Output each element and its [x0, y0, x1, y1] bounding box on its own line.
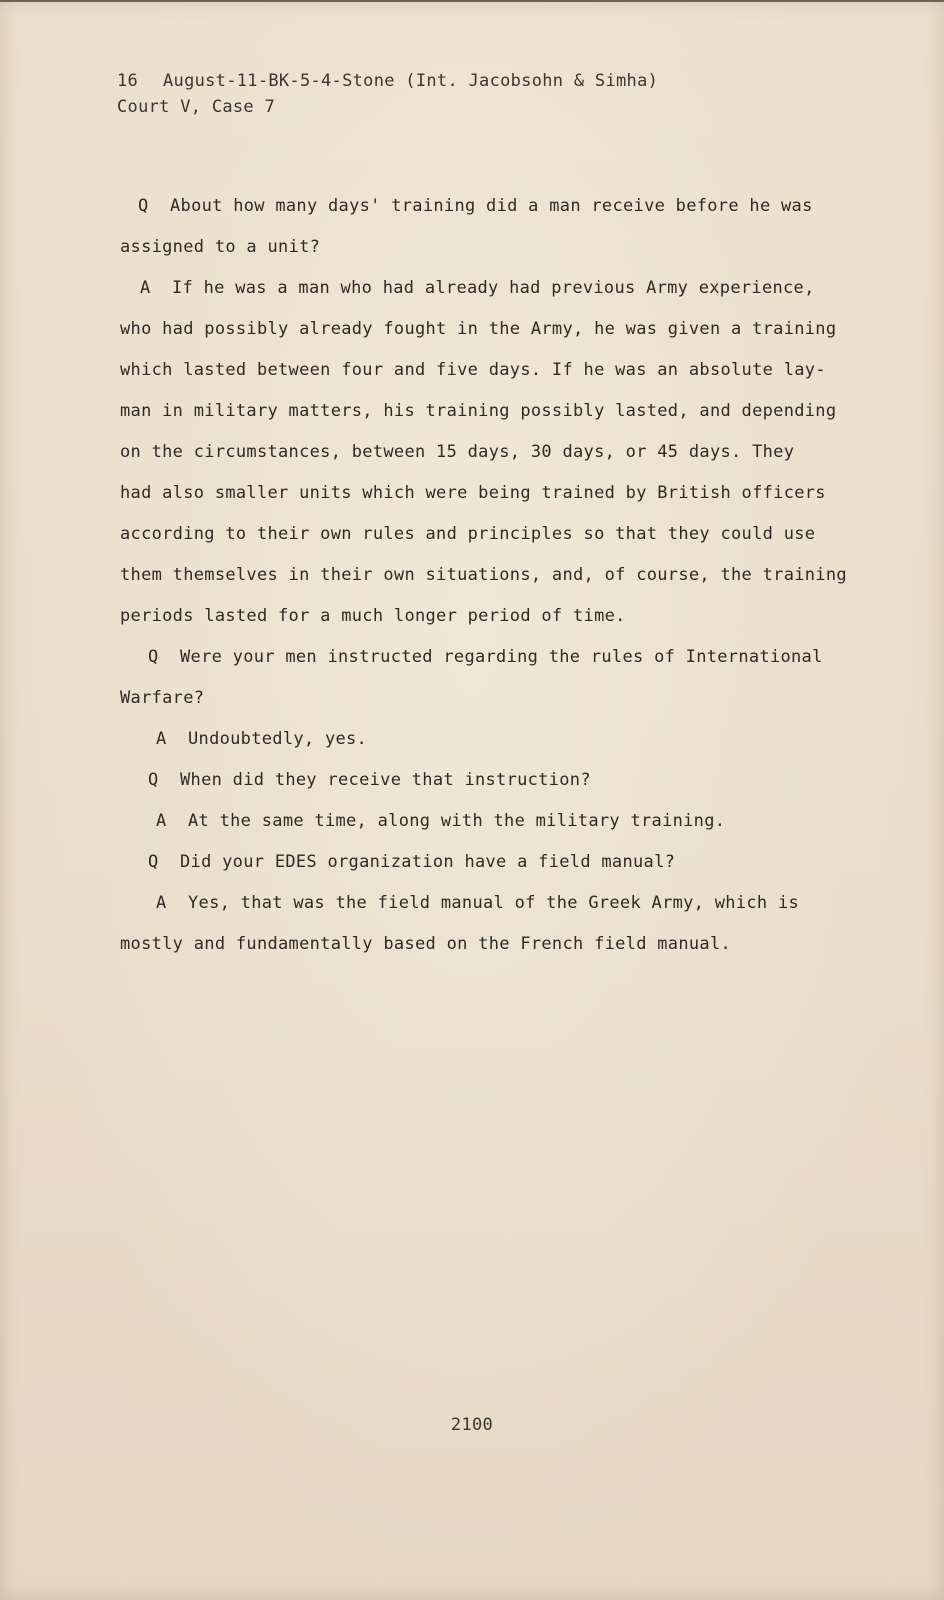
case-reference: August-11-BK-5-4-Stone (Int. Jacobsohn & Simha)	[163, 71, 659, 91]
transcript-line	[120, 514, 840, 555]
line-text: according to their own rules and principles so that they could use	[120, 524, 816, 544]
page-edge	[0, 0, 944, 2]
transcript-line	[120, 555, 847, 596]
transcript-line	[120, 596, 840, 637]
page-header	[117, 68, 658, 120]
line-text: assigned to a unit?	[120, 237, 321, 257]
transcript-line	[120, 227, 840, 268]
line-text: About how many days' training did a man receive before he was	[170, 196, 813, 216]
line-text: periods lasted for a much longer period of time.	[120, 606, 626, 626]
question-marker: Q	[138, 196, 149, 216]
transcript-line	[120, 719, 840, 760]
answer-marker: A	[156, 729, 167, 749]
transcript-line	[120, 268, 840, 309]
transcript-line	[120, 842, 840, 883]
line-text: which lasted between four and five days. If he was an absolute lay-	[120, 360, 826, 380]
line-text: Did your EDES organization have a field manual?	[180, 852, 676, 872]
transcript-line	[120, 801, 840, 842]
answer-marker: A	[140, 278, 151, 298]
line-text: mostly and fundamentally based on the French field manual.	[120, 934, 732, 954]
line-text: Were your men instructed regarding the rules of International	[180, 647, 823, 667]
line-text: on the circumstances, between 15 days, 30 days, or 45 days. They	[120, 442, 795, 462]
transcript-line	[120, 432, 840, 473]
transcript-line	[120, 391, 840, 432]
transcript-line	[120, 473, 840, 514]
line-text: Undoubtedly, yes.	[188, 729, 368, 749]
line-text: man in military matters, his training possibly lasted, and depending	[120, 401, 837, 421]
transcript-line	[120, 350, 840, 391]
line-text: If he was a man who had already had previous Army experience,	[172, 278, 815, 298]
question-marker: Q	[148, 852, 159, 872]
page-number: 16	[117, 71, 139, 91]
answer-marker: A	[156, 811, 167, 831]
transcript-line	[120, 678, 840, 719]
line-text: them themselves in their own situations, and, of course, the training	[120, 565, 847, 585]
question-marker: Q	[148, 770, 159, 790]
answer-marker: A	[156, 893, 167, 913]
line-text: had also smaller units which were being trained by British officers	[120, 483, 826, 503]
transcript-line	[120, 924, 840, 965]
line-text: At the same time, along with the military training.	[188, 811, 726, 831]
transcript-line	[120, 309, 840, 350]
transcript-line	[120, 883, 840, 924]
court-line: Court V, Case 7	[117, 97, 276, 117]
line-text: When did they receive that instruction?	[180, 770, 591, 790]
transcript-line	[120, 637, 840, 678]
line-text: Warfare?	[120, 688, 205, 708]
header-line-1	[117, 68, 658, 94]
transcript-line	[120, 186, 840, 227]
page-stamp-number: 2100	[450, 1415, 494, 1435]
transcript-line	[120, 760, 840, 801]
line-text: who had possibly already fought in the Army, he was given a training	[120, 319, 837, 339]
line-text: Yes, that was the field manual of the Greek Army, which is	[188, 893, 800, 913]
question-marker: Q	[148, 647, 159, 667]
transcript-body	[120, 186, 847, 965]
